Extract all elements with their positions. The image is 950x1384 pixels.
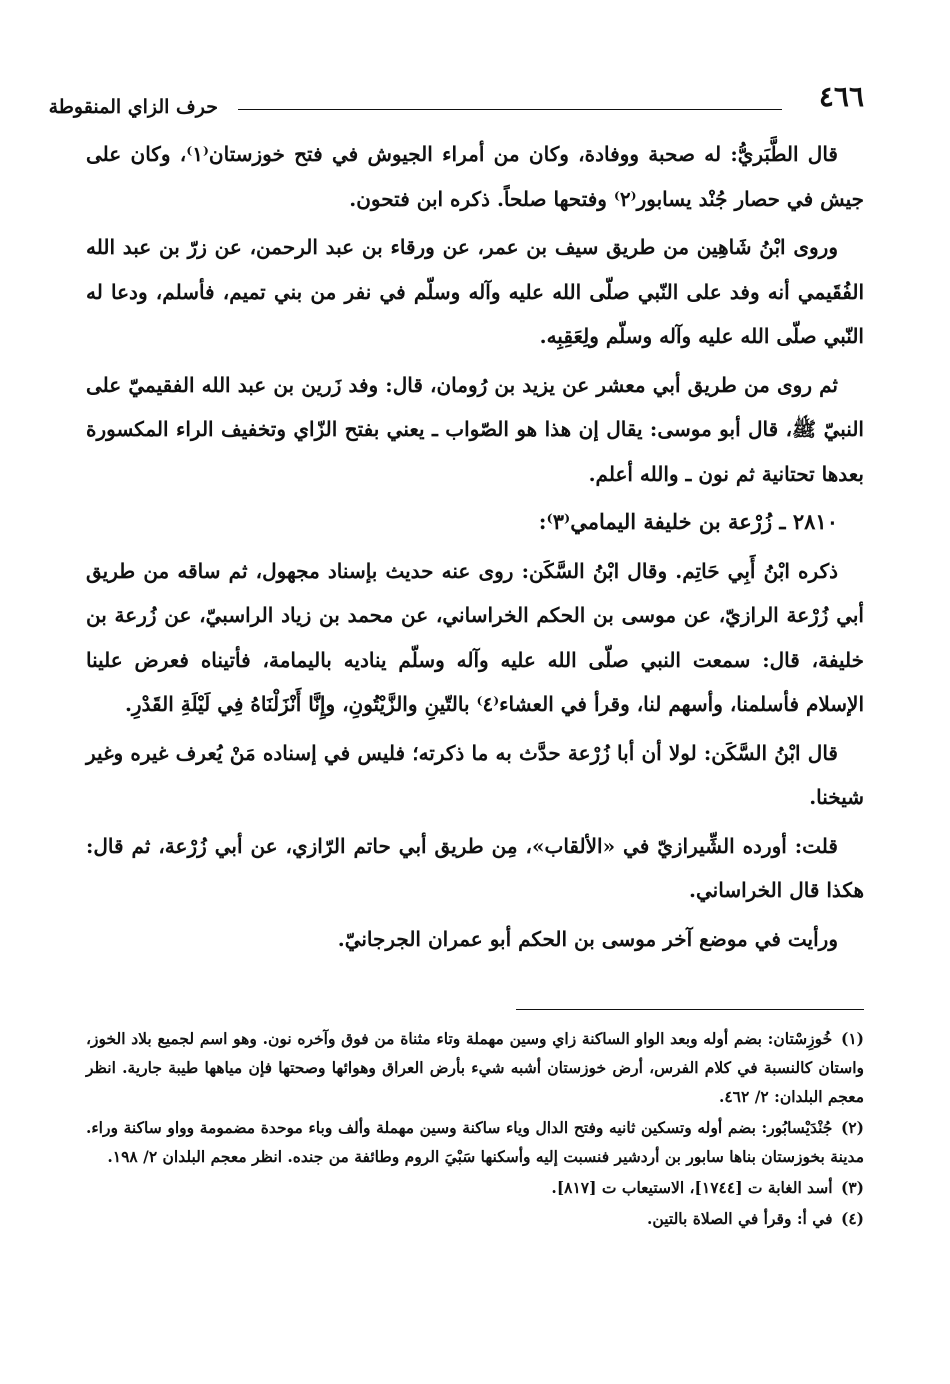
footnote-number: (٤) [840, 1209, 864, 1228]
footnote-number: (٢) [840, 1118, 864, 1137]
footnote [86, 1024, 864, 1111]
footnote [86, 1204, 864, 1233]
paragraph: ثم روى من طريق أبي معشر عن يزيد بن رُومان، قال: وفد زَرين بن عبد الله الفقيميّ على النبيّ ﷺ، قال أبو موسى: يقال إن هذا هو الصّواب ـ يعني بفتح الزّاي وتخفيف الراء المكسورة بعدها تحتانية ثم نون ـ والله أعلم. [86, 372, 864, 486]
footnote-text: في أ: وقرأ في الصلاة بالتين. [647, 1209, 833, 1228]
paragraph: قال الطَّبَريُّ: له صحبة ووفادة، وكان من أمراء الجيوش في فتح خوزستان⁽١⁾، وكان على جيش في حصار جُنْد يسابور⁽٢⁾ وفتحها صلحاً. ذكره ابن فتحون. [86, 142, 864, 211]
footnote-text: أسد الغابة ت [١٧٤٤]، الاستيعاب ت [٨١٧]. [551, 1178, 833, 1197]
header-rule [238, 109, 782, 110]
page-header [48, 80, 864, 132]
footnote-text: جُنْدَيْسابُور: بضم أوله وتسكين ثانيه وفتح الدال وياء ساكنة وسين مهملة وألف وباء موحدة مضمومة وواو ساكنة وراء. مدينة بخوزستان بناها سابور بن أردشير فنسبت إليه وأسكنها سَبْيَ الروم وطائفة من جنده. انظر معجم البلدان ٢/ ١٩٨. [86, 1118, 864, 1166]
footnote-number: (١) [840, 1029, 864, 1048]
book-page [48, 80, 864, 1235]
paragraph: وروى ابْنُ شَاهِين من طريق سيف بن عمر، عن ورقاء بن عبد الرحمن، عن زرّ بن عبد الله الفُقَيمي أنه وفد على النّبي صلّى الله عليه وآله وسلّم في نفر من بني تميم، فأسلم، ودعا له النّبي صلّى الله عليه وآله وسلّم ولِعَقِبِه. [86, 235, 864, 348]
entry-heading: ٢٨١٠ ـ زُرْعة بن خليفة اليمامي⁽٣⁾: [538, 509, 838, 534]
footnote [86, 1173, 864, 1202]
paragraph: قال ابْنُ السَّكَن: لولا أن أبا زُرْعة حدَّث به ما ذكرته؛ فليس في إسناده مَنْ يُعرف غيره وغير شيخنا. [86, 740, 864, 809]
main-text [86, 132, 864, 961]
running-title: حرف الزاي المنقوطة [48, 96, 218, 118]
paragraph: ذكره ابْنُ أَبِي حَاتِم. وقال ابْنُ السَّكَن: روى عنه حديث بإسناد مجهول، ثم ساقه من طريق أبي زُرْعة الرازيّ، عن موسى بن الحكم الخراساني، عن محمد بن زياد الراسبيّ، عن زُرعة بن خليفة، قال: سمعت النبي صلّى الله عليه وآله وسلّم يناديه باليمامة، فأتيناه فعرض علينا الإسلام فأسلمنا، وأسهم لنا، وقرأ في العشاء⁽٤⁾ بالتّينِ والزَّيْتُونِ، وإِنَّا أَنْزَلْنَاهُ فِي لَيْلَةِ القَدْرِ. [86, 558, 864, 716]
footnotes [86, 1024, 864, 1233]
footnote-text: خُوزِسْتان: بضم أوله وبعد الواو الساكنة زاي وسين مهملة وتاء مثناة من فوق وآخره نون. وهو اسم لجميع بلاد الخوز، واستان كالنسبة في كلام الفرس، أرض خوزستان أشبه شيء بأرض العراق وهوائها وصحتها فإن مياهها طيبة جارية. انظر معجم البلدان: ٢/ ٤٦٢. [86, 1029, 864, 1106]
paragraph: ورأيت في موضع آخر موسى بن الحكم أبو عمران الجرجانيّ. [337, 926, 838, 951]
footnote-number: (٣) [840, 1178, 864, 1197]
footnote-divider [516, 1009, 864, 1010]
page-number: ٤٦٦ [818, 80, 864, 113]
footnote [86, 1113, 864, 1171]
paragraph: قلت: أورده الشِّيرازيّ في «الألقاب»، مِن طريق أبي حاتم الرّازي، عن أبي زُرْعة، ثم قال: هكذا قال الخراساني. [86, 833, 864, 902]
